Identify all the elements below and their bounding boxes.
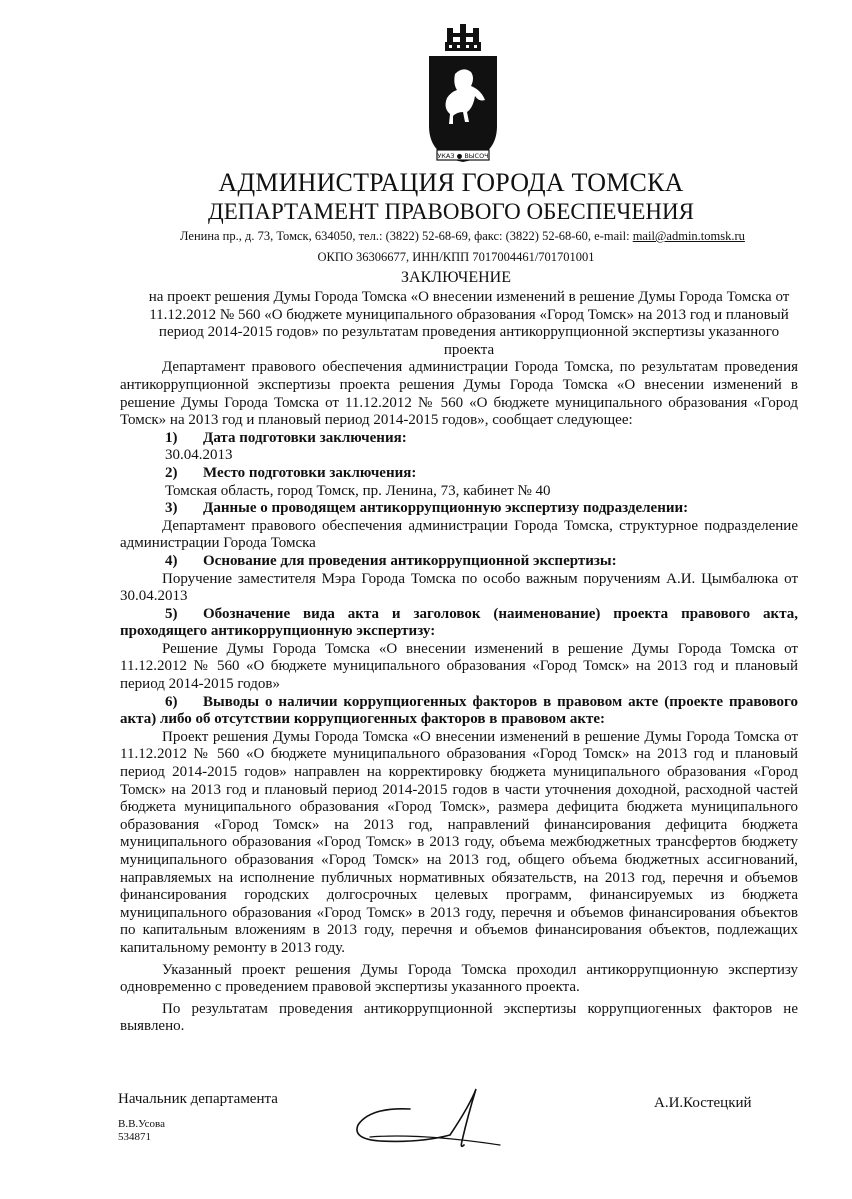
intro-paragraph: Департамент правового обеспечения администрации Города Томска, по результатам проведения антикоррупционной экспертизы проекта решения Думы Города Томска «О внесении изменений в решение Думы Города Томска от 11.12.2012 № 560 «О бюджете муниципального образования «Город Томск» на 2013 год и плановый период 2014-2015 годов», сообщает следующее: <box>120 359 798 429</box>
section-3-heading <box>120 500 798 518</box>
section-heading-text: Место подготовки заключения: <box>203 464 417 481</box>
section-5-text: Решение Думы Города Томска «О внесении изменений в решение Думы Города Томска от 11.12.2012 № 560 «О бюджете муниципального образования «Город Томск» на 2013 год и плановый период 2014-2015 годов» <box>120 640 798 693</box>
section-3-text: Департамент правового обеспечения администрации Города Томска, структурное подразделение администрации Города Томска <box>120 517 798 552</box>
executor-name: В.В.Усова <box>118 1118 165 1130</box>
document-body <box>120 289 798 1036</box>
okpo-line: ОКПО 36306677, ИНН/КПП 7017004461/701701001 <box>317 250 595 264</box>
email-link[interactable]: mail@admin.tomsk.ru <box>632 229 745 243</box>
section-6-heading <box>120 694 798 729</box>
section-4-heading <box>120 553 798 571</box>
closing-paragraph-2: По результатам проведения антикоррупционной экспертизы коррупциогенных факторов не выявлено. <box>120 1000 798 1035</box>
section-number: 5) <box>165 605 178 622</box>
tomsk-coat-of-arms-icon <box>423 16 503 166</box>
contacts-line <box>180 228 820 244</box>
signatory-name: А.И.Костецкий <box>654 1095 752 1111</box>
coat-ribbon-text: УКАЗ ● ВЫСОЧ <box>437 152 489 160</box>
section-number: 2) <box>165 464 178 481</box>
section-1-text: 30.04.2013 <box>165 447 233 464</box>
section-number: 4) <box>165 552 178 569</box>
section-2-heading <box>120 465 798 483</box>
section-number: 6) <box>165 693 178 710</box>
org-name: АДМИНИСТРАЦИЯ ГОРОДА ТОМСКА <box>218 168 684 197</box>
section-number: 1) <box>165 429 178 446</box>
document-title: ЗАКЛЮЧЕНИЕ <box>401 269 511 286</box>
section-heading-text: Выводы о наличии коррупциогенных факторов в правовом акте (проекте правового акта) либо об отсутствии коррупциогенных факторов в правовом акте: <box>120 693 798 728</box>
handwritten-signature <box>350 1085 510 1155</box>
executor-block <box>118 1118 165 1144</box>
section-number: 3) <box>165 500 178 517</box>
closing-paragraph-1: Указанный проект решения Думы Города Томска проходил антикоррупционную экспертизу одновременно с проведением правовой экспертизы указанного проекта. <box>120 961 798 996</box>
section-4-text: Поручение заместителя Мэра Города Томска по особо важным поручениям А.И. Цымбалюка от 30.04.2013 <box>120 570 798 605</box>
section-5-heading <box>120 606 798 641</box>
section-heading-text: Дата подготовки заключения: <box>203 429 407 446</box>
executor-phone: 534871 <box>118 1131 151 1143</box>
contacts-text: Ленина пр., д. 73, Томск, 634050, тел.: (3822) 52-68-69, факс: (3822) 52-68-60, e-mail: <box>180 229 633 243</box>
section-1-heading <box>120 430 798 448</box>
section-heading-text: Основание для проведения антикоррупционной экспертизы: <box>203 552 617 569</box>
section-heading-text: Данные о проводящем антикоррупционную экспертизу подразделении: <box>203 500 689 517</box>
section-heading-text: Обозначение вида акта и заголовок (наименование) проекта правового акта, проходящего антикоррупционную экспертизу: <box>120 605 798 640</box>
signer-position: Начальник департамента <box>118 1091 278 1107</box>
department-name: ДЕПАРТАМЕНТ ПРАВОВОГО ОБЕСПЕЧЕНИЯ <box>208 199 694 224</box>
section-2-text: Томская область, город Томск, пр. Ленина, 73, кабинет № 40 <box>165 482 551 499</box>
document-subject: на проект решения Думы Города Томска «О внесении изменений в решение Думы Города Томска от 11.12.2012 № 560 «О бюджете муниципального образования «Город Томск» на 2013 год и плановый период 2014-2015 годов» по результатам проведения антикоррупционной экспертизы указанного проекта <box>148 289 790 358</box>
section-6-text: Проект решения Думы Города Томска «О внесении изменений в решение Думы Города Томска от 11.12.2012 № 560 «О бюджете муниципального образования «Город Томск» на 2013 год и плановый период 2014-2015 годов» направлен на корректировку бюджета муниципального образования «Город Томск» на 2013 год и плановый период 2014-2015 годов в части уточнения доходной, расходной частей бюджета муниципального образования «Город Томск», размера дефицита бюджета муниципального образования «Город Томск» на 2013 год, направлений финансирования дефицита бюджета муниципального образования «Город Томск» в 2013 году, объема межбюджетных трансфертов бюджету муниципального образования «Город Томск» на 2013 год, общего объема бюджетных ассигнований, направляемых на исполнение публичных нормативных обязательств, на 2013 год, перечня и объемов финансирования городских долгосрочных целевых программ, финансируемых из бюджета муниципального образования «Город Томск» в 2013 году, перечня и объемов финансирования объектов по капитальным вложениям в 2013 году, перечня и объемов финансирования объектов, подлежащих капитальному ремонту в 2013 году. <box>120 728 798 956</box>
